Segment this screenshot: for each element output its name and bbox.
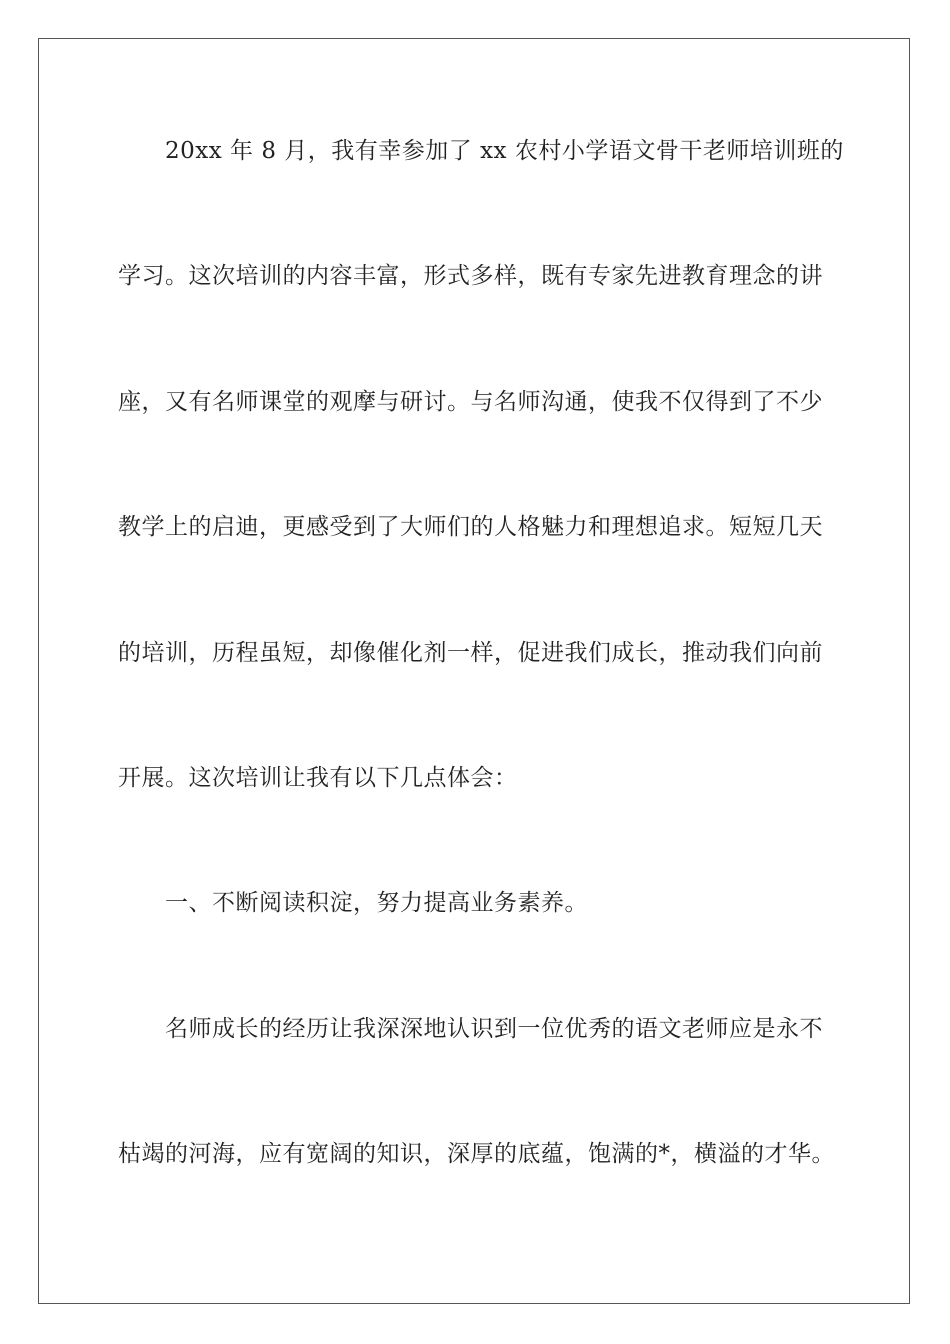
paragraph-line-3: 座，又有名师课堂的观摩与研讨。与名师沟通，使我不仅得到了不少: [118, 388, 823, 415]
paragraph-line-4: 教学上的启迪，更感受到了大师们的人格魅力和理想追求。短短几天: [118, 514, 823, 541]
paragraph-line-6: 开展。这次培训让我有以下几点体会：: [118, 764, 518, 791]
paragraph-line-8: 枯竭的河海，应有宽阔的知识，深厚的底蕴，饱满的*，横溢的才华。: [118, 1141, 835, 1168]
paragraph-line-1: 20xx 年 8 月，我有幸参加了 xx 农村小学语文骨干老师培训班的: [165, 138, 844, 164]
paragraph-line-2: 学习。这次培训的内容丰富，形式多样，既有专家先进教育理念的讲: [118, 263, 823, 290]
paragraph-line-7: 名师成长的经历让我深深地认识到一位优秀的语文老师应是永不: [165, 1015, 823, 1042]
section-heading: 一、不断阅读积淀，努力提高业务素养。: [165, 890, 588, 917]
document-body: [118, 128, 844, 1257]
paragraph-line-5: 的培训，历程虽短，却像催化剂一样，促进我们成长，推动我们向前: [118, 639, 823, 666]
